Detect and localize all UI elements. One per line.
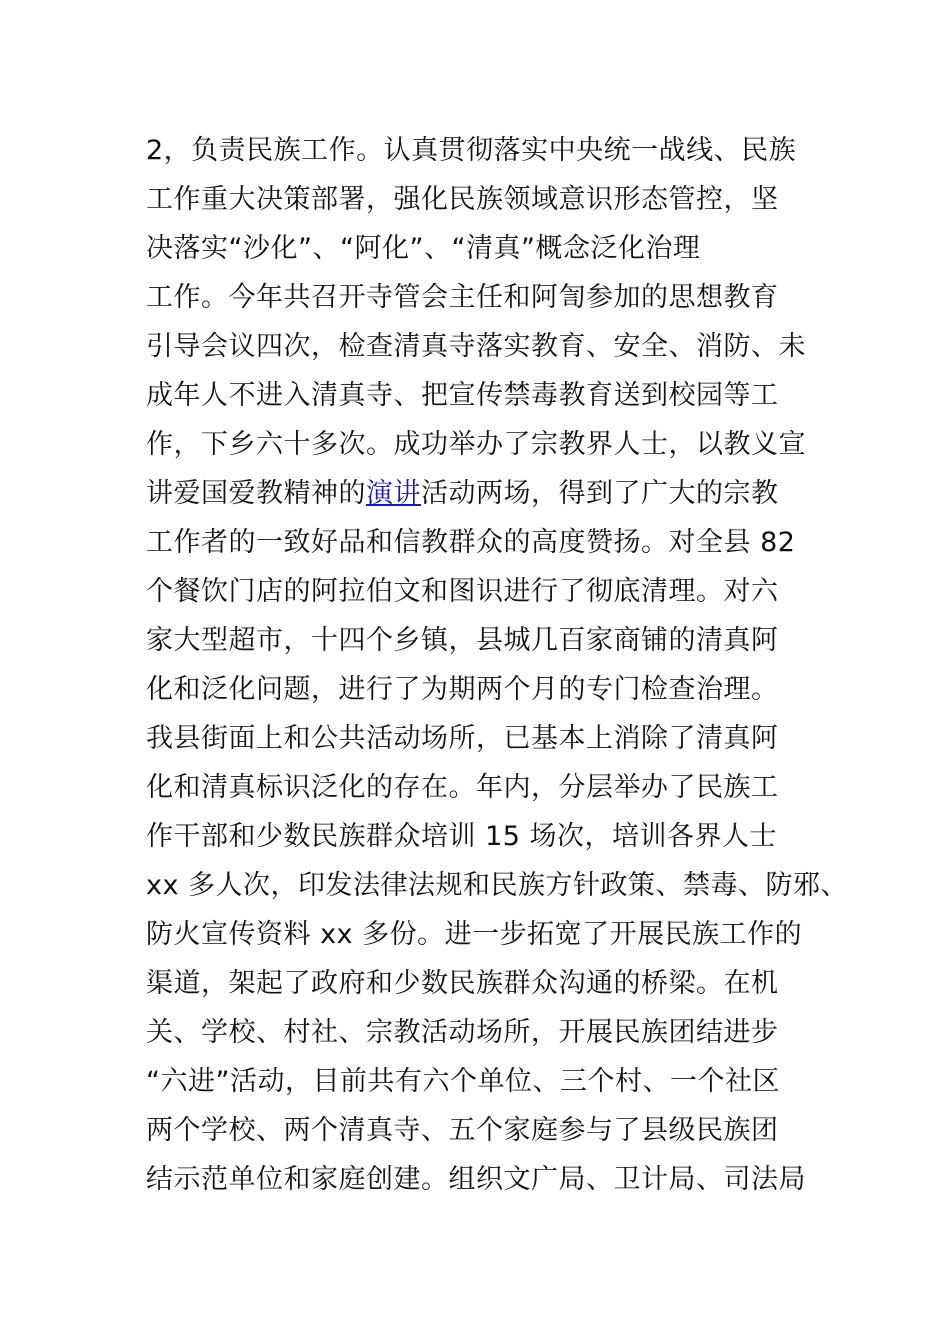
text-line-with-link xyxy=(146,469,826,518)
line-text-before-link: 讲爱国爱教精神的 xyxy=(146,478,366,509)
text-line: xx 多人次，印发法律法规和民族方针政策、禁毒、防邪、 xyxy=(146,870,849,901)
text-line: 成年人不进入清真寺、把宣传禁毒教育送到校园等工 xyxy=(146,380,779,411)
text-line: 渠道，架起了政府和少数民族群众沟通的桥梁。在机 xyxy=(146,968,779,999)
speech-link[interactable]: 演讲 xyxy=(366,478,421,509)
text-line: 工作重大决策部署，强化民族领域意识形态管控，坚 xyxy=(146,184,779,215)
text-line: 工作者的一致好品和信教群众的高度赞扬。对全县 82 xyxy=(146,527,796,558)
line-text-after-link: 活动两场，得到了广大的宗教 xyxy=(421,478,779,509)
text-line: 引导会议四次，检查清真寺落实教育、安全、消防、未 xyxy=(146,331,806,362)
text-line: 决落实“沙化”、“阿化”、“清真”概念泛化治理 xyxy=(146,233,701,264)
text-line: 家大型超市，十四个乡镇，县城几百家商铺的清真阿 xyxy=(146,625,779,656)
text-line: 两个学校、两个清真寺、五个家庭参与了县级民族团 xyxy=(146,1115,779,1146)
text-line: 化和泛化问题，进行了为期两个月的专门检查治理。 xyxy=(146,674,779,705)
text-line: 工作。今年共召开寺管会主任和阿訇参加的思想教育 xyxy=(146,282,779,313)
text-line: “六进”活动，目前共有六个单位、三个村、一个社区 xyxy=(146,1066,780,1097)
text-line: 关、学校、村社、宗教活动场所，开展民族团结进步 xyxy=(146,1017,779,1048)
text-line: 2，负责民族工作。认真贯彻落实中央统一战线、民族 xyxy=(146,135,797,166)
text-line: 作干部和少数民族群众培训 15 场次，培训各界人士 xyxy=(146,821,778,852)
text-line: 防火宣传资料 xx 多份。进一步拓宽了开展民族工作的 xyxy=(146,919,803,950)
text-line: 我县街面上和公共活动场所，已基本上消除了清真阿 xyxy=(146,723,779,754)
text-line: 结示范单位和家庭创建。组织文广局、卫计局、司法局 xyxy=(146,1164,806,1195)
text-line: 个餐饮门店的阿拉伯文和图识进行了彻底清理。对六 xyxy=(146,576,779,607)
text-line: 化和清真标识泛化的存在。年内，分层举办了民族工 xyxy=(146,772,779,803)
text-line: 作，下乡六十多次。成功举办了宗教界人士，以教义宣 xyxy=(146,429,806,460)
body-paragraph xyxy=(146,126,849,1204)
